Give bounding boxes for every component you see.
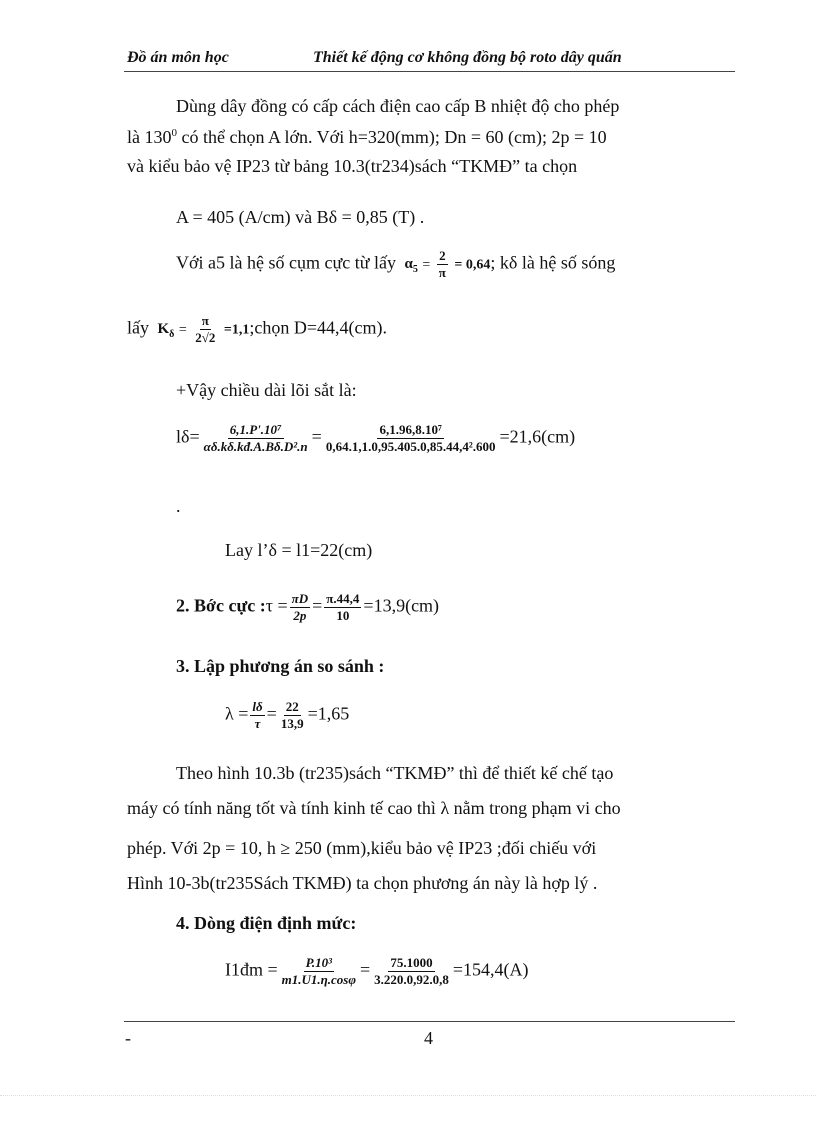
header-left: Đồ án môn học [127,49,229,66]
page-number: 4 [424,1028,433,1048]
ldelta-equation: lδ= $\frac{\text{6,1.P'.10⁷}}{\text{αδ.kδ.kđ.A.Bδ.D².n}}$ = $\frac{\text{6,1.96,8.10⁷}}{\text{0,64.1,1.0,95.405.0,85.44,4².600}}$ =21,6(cm) [176,422,576,454]
section2-pole-pitch: 2. Bớc cực :τ = $\frac{\pi D}{2p}$ = $\frac{\pi.44,4}{10}$ =13,9(cm) [176,591,440,623]
section4-title: 4. Dòng điện định mức: [176,913,357,933]
section3-title: 3. Lập phương án so sánh : [176,656,385,676]
current-equation: I1đm = $\frac{\text{P.10³}}{m1.U1.\eta.\cos\varphi}$ = $\frac{75.1000}{3.220.0,92.0,8}$ =154,4(A) [225,955,529,987]
para2-line4: Hình 10-3b(tr235Sách TKMĐ) ta chọn phương án này là hợp lý . [127,873,598,893]
para1-line1: Dùng dây đồng có cấp cách điện cao cấp B nhiệt độ cho phép [176,96,620,116]
para2-line3: phép. Với 2p = 10, h ≥ 250 (mm),kiểu bảo vệ IP23 ;đối chiếu với [127,838,597,858]
footer-rule [124,1021,735,1022]
lay-line: Lay l’δ = l1=22(cm) [225,540,373,560]
para1-line2: là $130^0$ có thể chọn A lớn. Với h=320(mm); Dn = 60 (cm); 2p = 10 [127,127,607,147]
lambda-equation: λ = $\frac{l\delta}{\tau}$ = $\frac{22}{13,9}$ =1,65 [225,699,350,731]
para2-line2: máy có tính năng tốt và tính kinh tế cao thì λ nằm trong phạm vi cho [127,798,621,818]
footer-dash: - [125,1028,131,1048]
bottom-dotted-line [0,1095,816,1096]
lone-dot: . [176,496,181,516]
header-rule [124,71,735,72]
line-A-Bdelta: A = 405 (A/cm) và Bδ = 0,85 (T) . [176,207,425,227]
para2-line1: Theo hình 10.3b (tr235)sách “TKMĐ” thì để thiết kế chế tạo [176,763,614,783]
alpha-line: Với a5 là hệ số cụm cực từ lấy $\alpha_5$ = $\frac{2}{\pi}$ = 0,64; kδ là hệ số sóng [176,248,616,280]
header-right: Thiết kế động cơ không đồng bộ roto dây quấn [313,49,622,66]
para1-line3: và kiểu bảo vệ IP23 từ bảng 10.3(tr234)sách “TKMĐ” ta chọn [127,156,578,176]
length-intro: +Vậy chiều dài lõi sắt là: [176,380,357,400]
kdelta-line: lấy $K_\delta$ = $\frac{\pi}{2√2}$ =1,1;chọn D=44,4(cm). [127,313,388,345]
